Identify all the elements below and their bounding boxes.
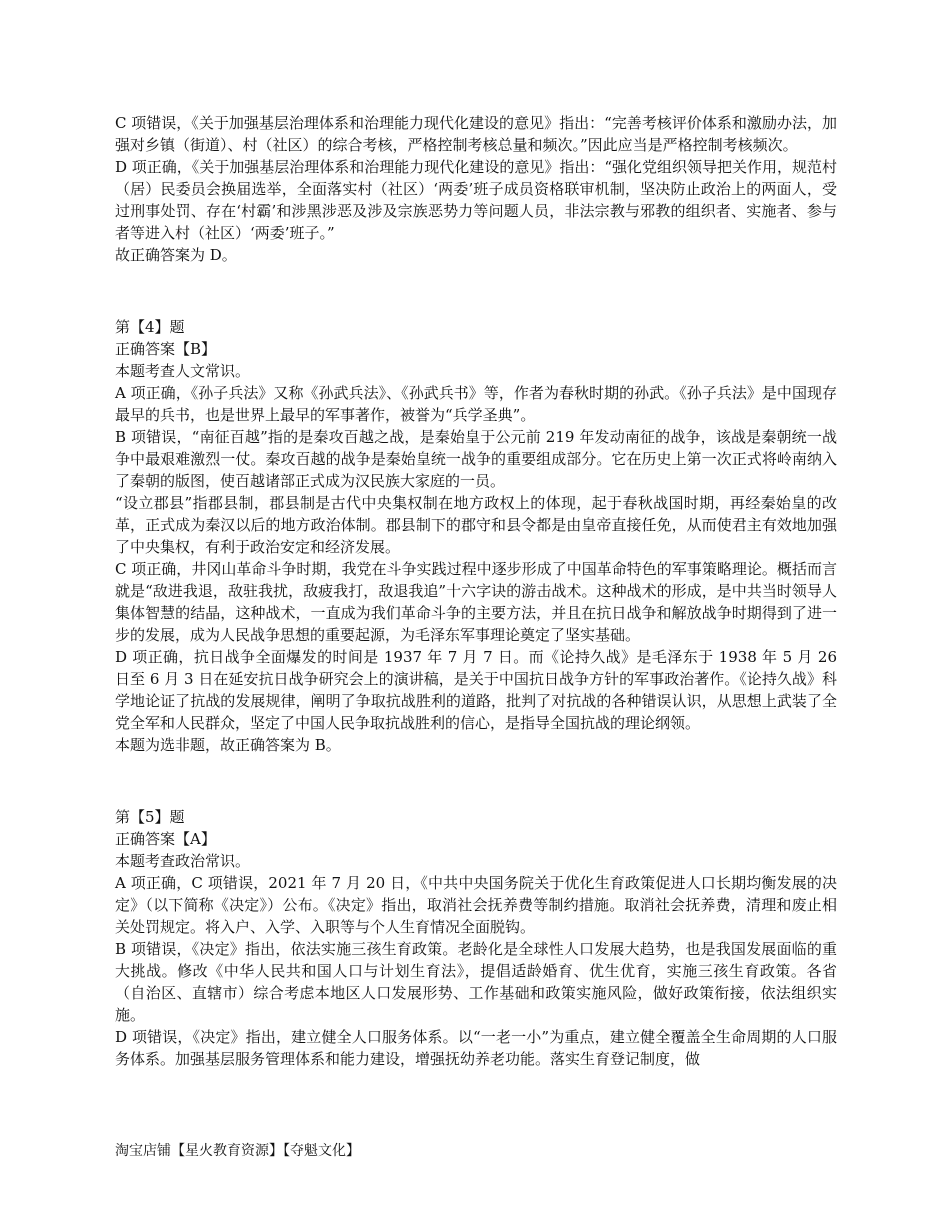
final-answer: 故正确答案为 D。	[115, 246, 237, 264]
question-5-section	[115, 806, 837, 1070]
question-4-section	[115, 316, 837, 756]
previous-question-tail	[115, 112, 837, 266]
topic-line: 本题考查人文常识。	[115, 362, 251, 380]
option-a-explanation: A 项正确，《孙子兵法》又称《孙武兵法》、《孙武兵书》等，作者为春秋时期的孙武。《孙子兵法》是中国现存最早的兵书，也是世界上最早的军事著作，被誉为“兵学圣典”。	[115, 384, 837, 424]
option-b-explanation: B 项错误，《决定》指出，依法实施三孩生育政策。老龄化是全球性人口发展大趋势，也是我国发展面临的重大挑战。修改《中华人民共和国人口与计划生育法》，提倡适龄婚育、优生优育，实施三孩生育政策。各省（自治区、直辖市）综合考虑本地区人口发展形势、工作基础和政策实施风险，做好政策衔接，依法组织实施。	[115, 940, 837, 1024]
final-answer: 本题为选非题，故正确答案为 B。	[115, 736, 341, 754]
option-b-supplement: “设立郡县”指郡县制，郡县制是古代中央集权制在地方政权上的体现，起于春秋战国时期，再经秦始皇的改革，正式成为秦汉以后的地方政治体制。郡县制下的郡守和县令都是由皇帝直接任免，从而使君主有效地加强了中央集权，有利于政治安定和经济发展。	[115, 494, 837, 556]
question-heading: 第【5】题	[115, 808, 185, 826]
option-b-explanation: B 项错误，“南征百越”指的是秦攻百越之战，是秦始皇于公元前 219 年发动南征的战争，该战是秦朝统一战争中最艰难激烈一仗。秦攻百越的战争是秦始皇统一战争的重要组成部分。它在历史上第一次正式将岭南纳入了秦朝的版图，使百越诸部正式成为汉民族大家庭的一员。	[115, 428, 837, 490]
option-c-explanation: C 项正确，井冈山革命斗争时期，我党在斗争实践过程中逐步形成了中国革命特色的军事策略理论。概括而言就是“敌进我退，敌驻我扰，敌疲我打，敌退我追”十六字诀的游击战术。这种战术的形成，是中共当时领导人集体智慧的结晶，这种战术，一直成为我们革命斗争的主要方法，并且在抗日战争和解放战争时期得到了进一步的发展，成为人民战争思想的重要起源，为毛泽东军事理论奠定了坚实基础。	[115, 560, 837, 644]
topic-line: 本题考查政治常识。	[115, 852, 251, 870]
option-d-explanation: D 项正确，《关于加强基层治理体系和治理能力现代化建设的意见》指出：“强化党组织领导把关作用，规范村（居）民委员会换届选举，全面落实村（社区）‘两委’班子成员资格联审机制，坚决防止政治上的两面人，受过刑事处罚、存在‘村霸’和涉黑涉恶及涉及宗族恶势力等问题人员，非法宗教与邪教的组织者、实施者、参与者等进入村（社区）‘两委’班子。”	[115, 158, 837, 242]
correct-answer: 正确答案【B】	[115, 340, 217, 358]
document-body	[115, 112, 837, 1070]
question-heading: 第【4】题	[115, 318, 185, 336]
option-d-explanation: D 项错误，《决定》指出，建立健全人口服务体系。以“一老一小”为重点，建立健全覆盖全生命周期的人口服务体系。加强基层服务管理体系和能力建设，增强抚幼养老功能。落实生育登记制度，做	[115, 1028, 837, 1068]
correct-answer: 正确答案【A】	[115, 830, 216, 848]
option-a-c-explanation: A 项正确，C 项错误，2021 年 7 月 20 日，《中共中央国务院关于优化生育政策促进人口长期均衡发展的决定》（以下简称《决定》）公布。《决定》指出，取消社会抚养费等制约措施。取消社会抚养费，清理和废止相关处罚规定。将入户、入学、入职等与个人生育情况全面脱钩。	[115, 874, 837, 936]
page-footer: 淘宝店铺【星火教育资源】【夺魁文化】	[115, 1143, 360, 1159]
section-gap	[115, 756, 837, 806]
option-c-explanation: C 项错误，《关于加强基层治理体系和治理能力现代化建设的意见》指出：“完善考核评价体系和激励办法，加强对乡镇（街道）、村（社区）的综合考核，严格控制考核总量和频次。”因此应当是严格控制考核频次。	[115, 114, 837, 154]
section-gap	[115, 266, 837, 316]
option-d-explanation: D 项正确，抗日战争全面爆发的时间是 1937 年 7 月 7 日。而《论持久战》是毛泽东于 1938 年 5 月 26 日至 6 月 3 日在延安抗日战争研究会上的演讲稿，是关于中国抗日战争方针的军事政治著作。《论持久战》科学地论证了抗战的发展规律，阐明了争取抗战胜利的道路，批判了对抗战的各种错误认识，从思想上武装了全党全军和人民群众，坚定了中国人民争取抗战胜利的信心，是指导全国抗战的理论纲领。	[115, 648, 837, 732]
